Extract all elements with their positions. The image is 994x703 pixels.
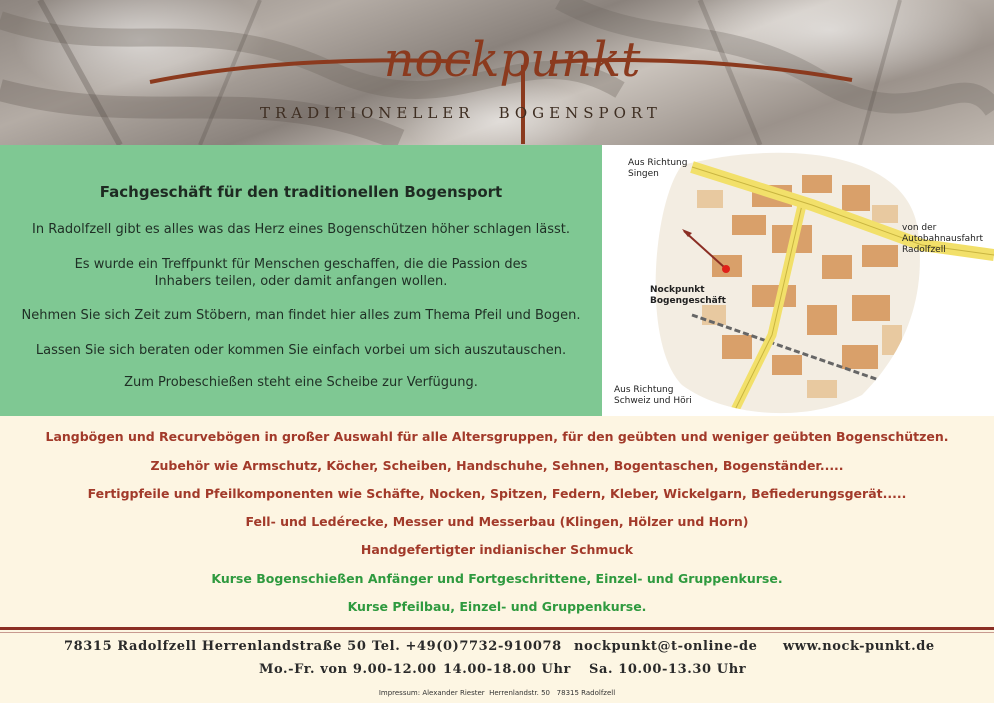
- map-label-shop: [650, 285, 726, 307]
- intro-heading: Fachgeschäft für den traditionellen Bogensport: [99, 183, 503, 201]
- intro-paragraph: In Radolfzell gibt es alles was das Herz eines Bogenschützen höher schlagen lässt.: [32, 222, 570, 237]
- footer-website[interactable]: www.nock-punkt.de: [783, 639, 935, 654]
- course-item: Kurse Pfeilbau, Einzel- und Gruppenkurse.: [347, 599, 647, 614]
- intro-panel: [0, 145, 602, 416]
- footer-hours-weekday: Mo.-Fr. von 9.00-12.00: [259, 662, 437, 677]
- intro-paragraph: Es wurde ein Treffpunkt für Menschen geschaffen, die die Passion des Inhabers teilen, oder damit anfangen wollen.: [74, 257, 528, 289]
- map-label-line: Bogengeschäft: [650, 296, 726, 306]
- map-label-line: Radolfzell: [902, 245, 946, 255]
- impressum: Impressum: Alexander Riester Herrenlandstr. 50 78315 Radolfzell: [378, 689, 616, 697]
- intro-paragraph: Zum Probeschießen steht eine Scheibe zur Verfügung.: [124, 375, 478, 390]
- tagline-right: BOGENSPORT: [498, 104, 662, 122]
- offer-item: Zubehör wie Armschutz, Köcher, Scheiben, Handschuhe, Sehnen, Bogentaschen, Bogenständer.....: [150, 458, 844, 473]
- footer-phone: Tel. +49(0)7732-910078: [372, 639, 562, 654]
- map-label-line: Singen: [628, 169, 659, 179]
- map-label-line: Autobahnausfahrt: [902, 234, 984, 244]
- map-label-line: Nockpunkt: [650, 285, 705, 295]
- offer-item: Fell- und Ledérecke, Messer und Messerbau (Klingen, Hölzer und Horn): [245, 514, 749, 529]
- location-map[interactable]: [602, 145, 994, 416]
- tagline-left: TRADITIONELLER: [260, 104, 475, 122]
- nockpunkt-logo: [140, 20, 860, 145]
- offer-item: Langbögen und Recurvebögen in großer Auswahl für alle Altersgruppen, für den geübten und weniger geübten Bogenschützen.: [45, 429, 949, 444]
- intro-paragraph: Lassen Sie sich beraten oder kommen Sie einfach vorbei um sich auszutauschen.: [35, 343, 567, 358]
- offer-item: Handgefertigter indianischer Schmuck: [360, 542, 634, 557]
- map-label-line: Schweiz und Höri: [614, 396, 692, 406]
- map-label-line: von der: [902, 223, 937, 233]
- course-item: Kurse Bogenschießen Anfänger und Fortgeschrittene, Einzel- und Gruppenkurse.: [211, 571, 783, 586]
- footer-rule-thin: [0, 632, 994, 633]
- footer-address: 78315 Radolfzell Herrenlandstraße 50: [64, 639, 367, 654]
- footer-hours-afternoon: 14.00-18.00 Uhr: [443, 662, 571, 677]
- footer-rule: [0, 627, 994, 630]
- footer-email[interactable]: nockpunkt@t-online-de: [574, 639, 758, 654]
- header-banner: [0, 0, 994, 145]
- offer-item: Fertigpfeile und Pfeilkomponenten wie Schäfte, Nocken, Spitzen, Federn, Kleber, Wickelgarn, Befiederungsgerät.....: [87, 486, 907, 501]
- map-label-line: Aus Richtung: [614, 385, 674, 395]
- map-label-schweiz: [614, 385, 692, 407]
- footer-hours-saturday: Sa. 10.00-13.30 Uhr: [589, 662, 747, 677]
- svg-text:nockpunkt: nockpunkt: [383, 32, 641, 88]
- map-label-autobahn: [902, 223, 983, 256]
- intro-paragraph: Nehmen Sie sich Zeit zum Stöbern, man findet hier alles zum Thema Pfeil und Bogen.: [21, 308, 581, 323]
- tagline: [260, 104, 720, 122]
- map-label-line: Aus Richtung: [628, 158, 688, 168]
- map-label-singen: [628, 158, 687, 180]
- map-graphic: [602, 145, 994, 416]
- offer-list: [0, 416, 994, 628]
